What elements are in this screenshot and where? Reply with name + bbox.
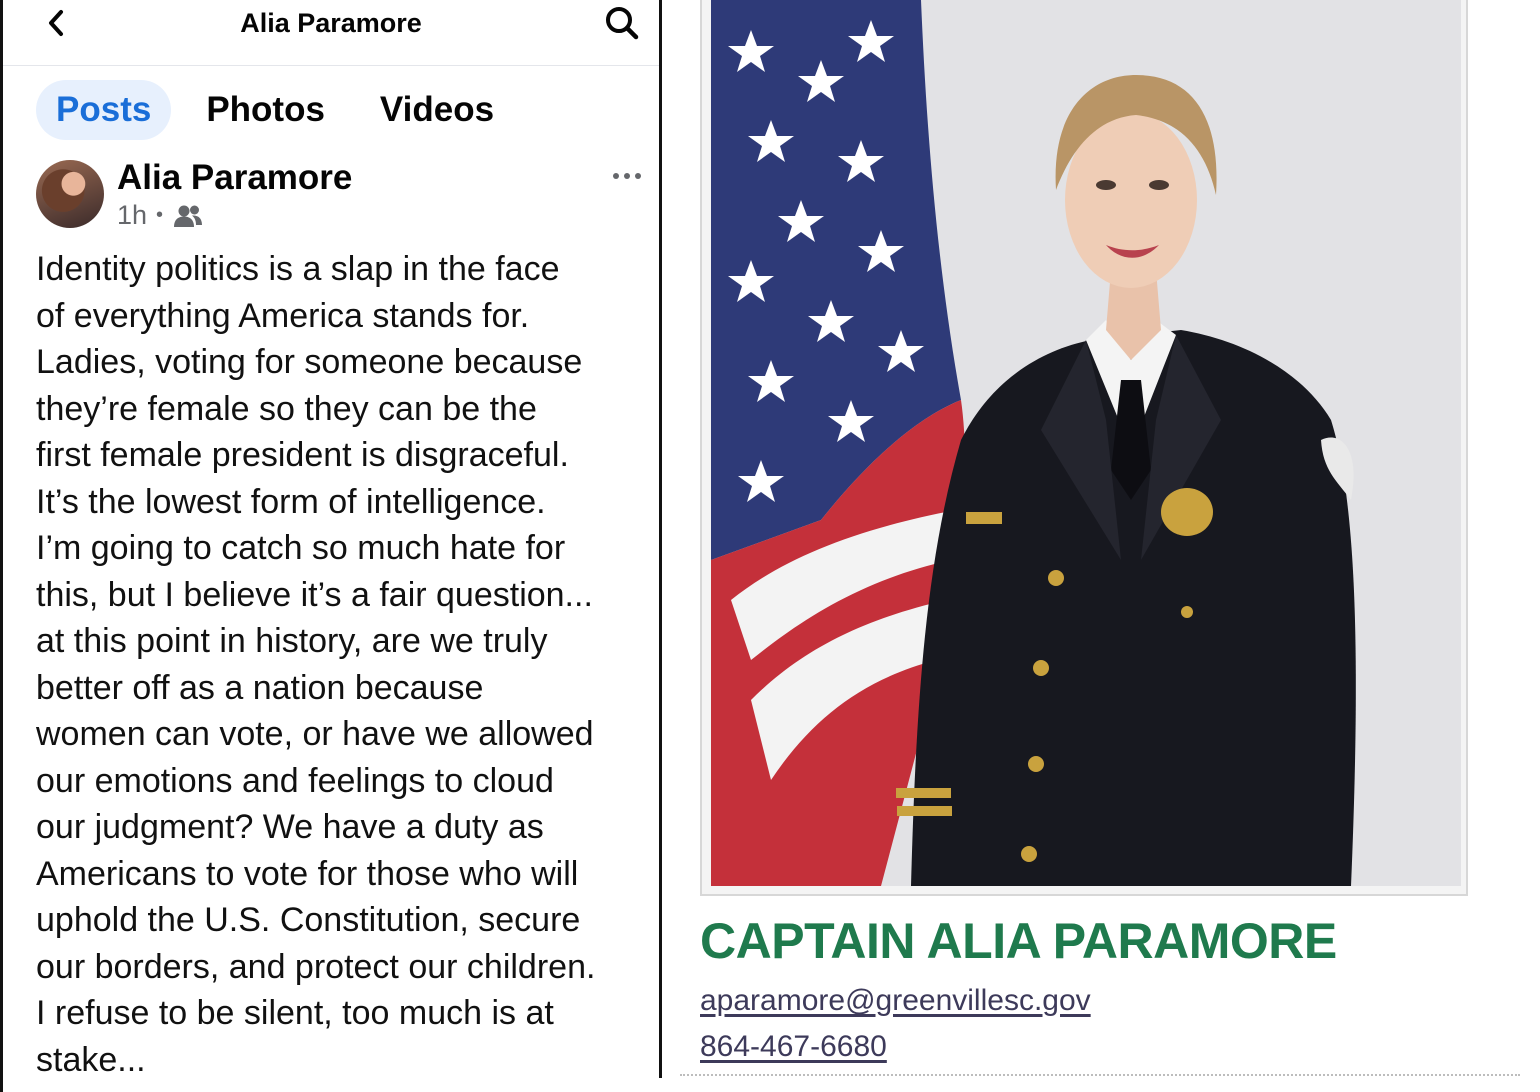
page-title: Alia Paramore: [240, 8, 422, 38]
post-text-line: our borders, and protect our children.: [36, 947, 596, 986]
post-text-line: It’s the lowest form of intelligence.: [36, 482, 546, 521]
post-panel: [0, 0, 662, 1092]
post-text-line: first female president is disgraceful.: [36, 436, 569, 474]
post-text-line: of everything America stands for.: [36, 296, 530, 335]
post-text-line: Identity politics is a slap in the face: [36, 250, 560, 288]
post-text-line: I refuse to be silent, too much is at: [36, 994, 554, 1032]
post-text-line: I’m going to catch so much hate for: [36, 529, 566, 567]
post-text-line: this, but I believe it’s a fair question...: [36, 575, 593, 614]
post-text-line: Americans to vote for those who will: [36, 854, 579, 893]
search-icon[interactable]: [603, 4, 641, 42]
phone-link[interactable]: 864-467-6680: [700, 1030, 887, 1063]
email-link[interactable]: aparamore@greenvillesc.gov: [700, 984, 1091, 1017]
top-nav-bar: [3, 0, 659, 66]
meta-separator: •: [156, 204, 164, 226]
post-meta: [117, 200, 204, 231]
post-text-line: our emotions and feelings to cloud: [36, 761, 554, 800]
officer-portrait-photo: [711, 0, 1461, 886]
more-dots-icon[interactable]: [611, 170, 643, 182]
post-text-line: at this point in history, are we truly: [36, 622, 548, 660]
post-text-line: Ladies, voting for someone because: [36, 343, 583, 381]
post-timestamp[interactable]: 1h: [117, 200, 148, 230]
profile-tabs: [36, 80, 529, 140]
portrait-frame: [700, 0, 1468, 896]
portrait-illustration: [711, 0, 1461, 886]
post-text-line: better off as a nation because: [36, 668, 484, 707]
post-text-line: stake...: [36, 1040, 146, 1079]
post-body: [36, 246, 651, 1083]
officer-name-heading: CAPTAIN ALIA PARAMORE: [700, 913, 1337, 969]
avatar[interactable]: [36, 160, 104, 228]
tab-posts[interactable]: Posts: [36, 80, 171, 140]
post-text-line: women can vote, or have we allowed: [36, 715, 594, 753]
divider: [680, 1074, 1520, 1076]
post-text-line: uphold the U.S. Constitution, secure: [36, 901, 581, 939]
tab-videos[interactable]: Videos: [379, 90, 495, 129]
post-author-name[interactable]: Alia Paramore: [117, 158, 353, 197]
panel-bottom-edge: [3, 1078, 665, 1092]
friends-icon: [172, 203, 204, 229]
tab-photos[interactable]: Photos: [206, 90, 325, 129]
post-text-line: they’re female so they can be the: [36, 389, 537, 428]
post-text-line: our judgment? We have a duty as: [36, 808, 544, 846]
